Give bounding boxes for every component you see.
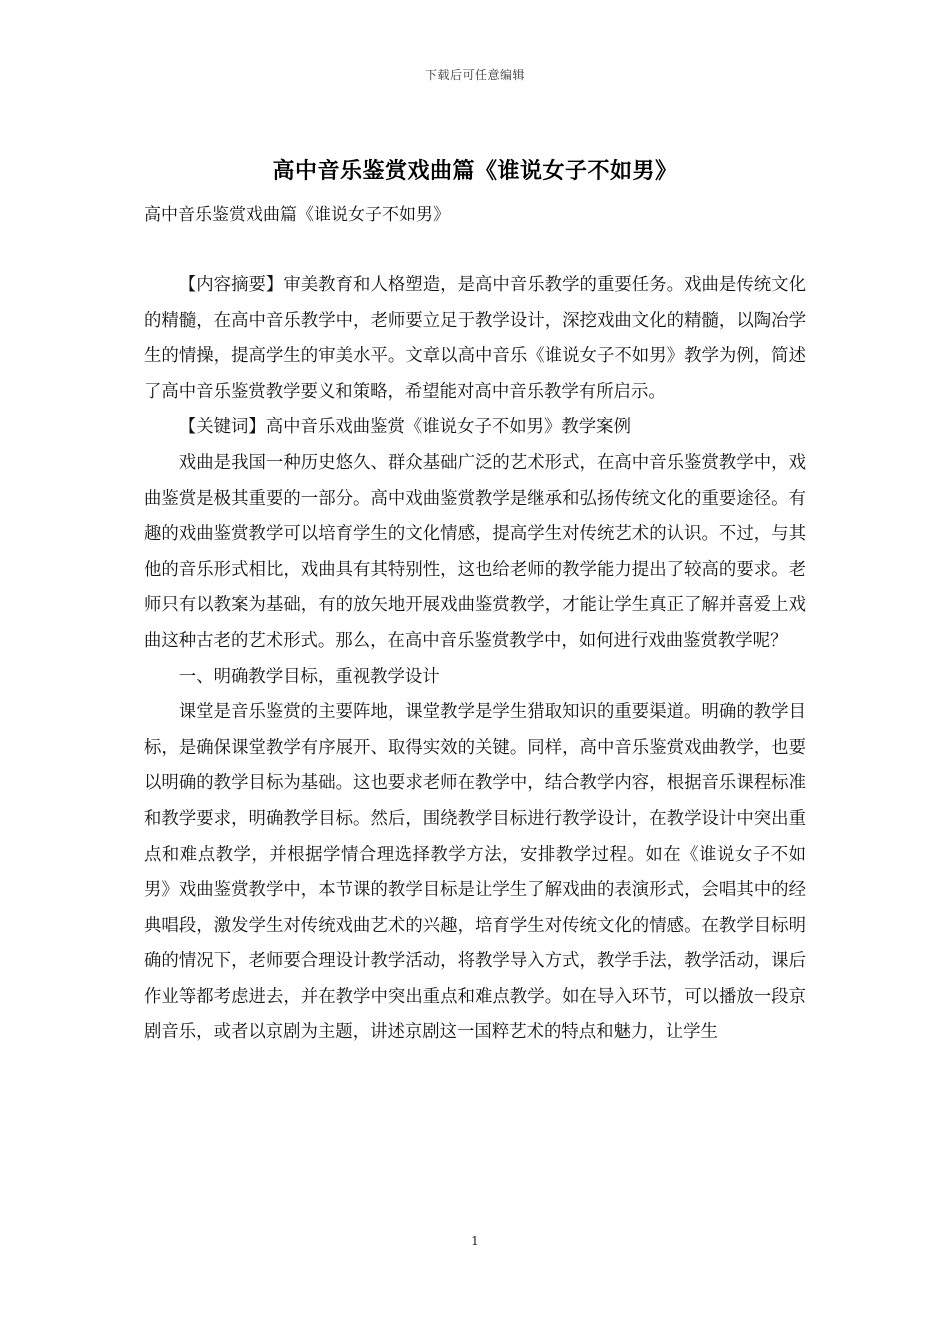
document-subtitle: 高中音乐鉴赏戏曲篇《谁说女子不如男》 [144,205,450,225]
section-paragraph: 课堂是音乐鉴赏的主要阵地，课堂教学是学生猎取知识的重要渠道。明确的教学目标，是确保课堂教学有序展开、取得实效的关键。同样，高中音乐鉴赏戏曲教学，也要以明确的教学目标为基础。这也要求老师在教学中，结合教学内容，根据音乐课程标准和教学要求，明确教学目标。然后，围绕教学目标进行教学设计，在教学设计中突出重点和难点教学，并根据学情合理选择教学方法，安排教学过程。如在《谁说女子不如男》戏曲鉴赏教学中，本节课的教学目标是让学生了解戏曲的表演形式，会唱其中的经典唱段，激发学生对传统戏曲艺术的兴趣，培育学生对传统文化的情感。在教学目标明确的情况下，老师要合理设计教学活动，将教学导入方式，教学手法，教学活动，课后作业等都考虑进去，并在教学中突出重点和难点教学。如在导入环节，可以播放一段京剧音乐，或者以京剧为主题，讲述京剧这一国粹艺术的特点和魅力，让学生 [144,702,806,1043]
document-body [144,268,806,1051]
page-number: 1 [471,1234,479,1248]
header-note: 下载后可任意编辑 [424,68,525,82]
section-heading: 一、明确教学目标，重视教学设计 [178,666,440,687]
document-title: 高中音乐鉴赏戏曲篇《谁说女子不如男》 [272,158,678,184]
intro-paragraph: 戏曲是我国一种历史悠久、群众基础广泛的艺术形式，在高中音乐鉴赏教学中，戏曲鉴赏是极其重要的一部分。高中戏曲鉴赏教学是继承和弘扬传统文化的重要途径。有趣的戏曲鉴赏教学可以培育学生的文化情感，提高学生对传统艺术的认识。不过，与其他的音乐形式相比，戏曲具有其特别性，这也给老师的教学能力提出了较高的要求。老师只有以教案为基础，有的放矢地开展戏曲鉴赏教学，才能让学生真正了解并喜爱上戏曲这种古老的艺术形式。那么，在高中音乐鉴赏教学中，如何进行戏曲鉴赏教学呢？ [144,452,806,651]
abstract-paragraph: 【内容摘要】审美教育和人格塑造，是高中音乐教学的重要任务。戏曲是传统文化的精髓，在高中音乐教学中，老师要立足于教学设计，深挖戏曲文化的精髓，以陶冶学生的情操，提高学生的审美水平。文章以高中音乐《谁说女子不如男》教学为例，简述了高中音乐鉴赏教学要义和策略，希望能对高中音乐教学有所启示。 [144,275,806,402]
keywords-paragraph: 【关键词】高中音乐戏曲鉴赏《谁说女子不如男》教学案例 [178,417,631,438]
